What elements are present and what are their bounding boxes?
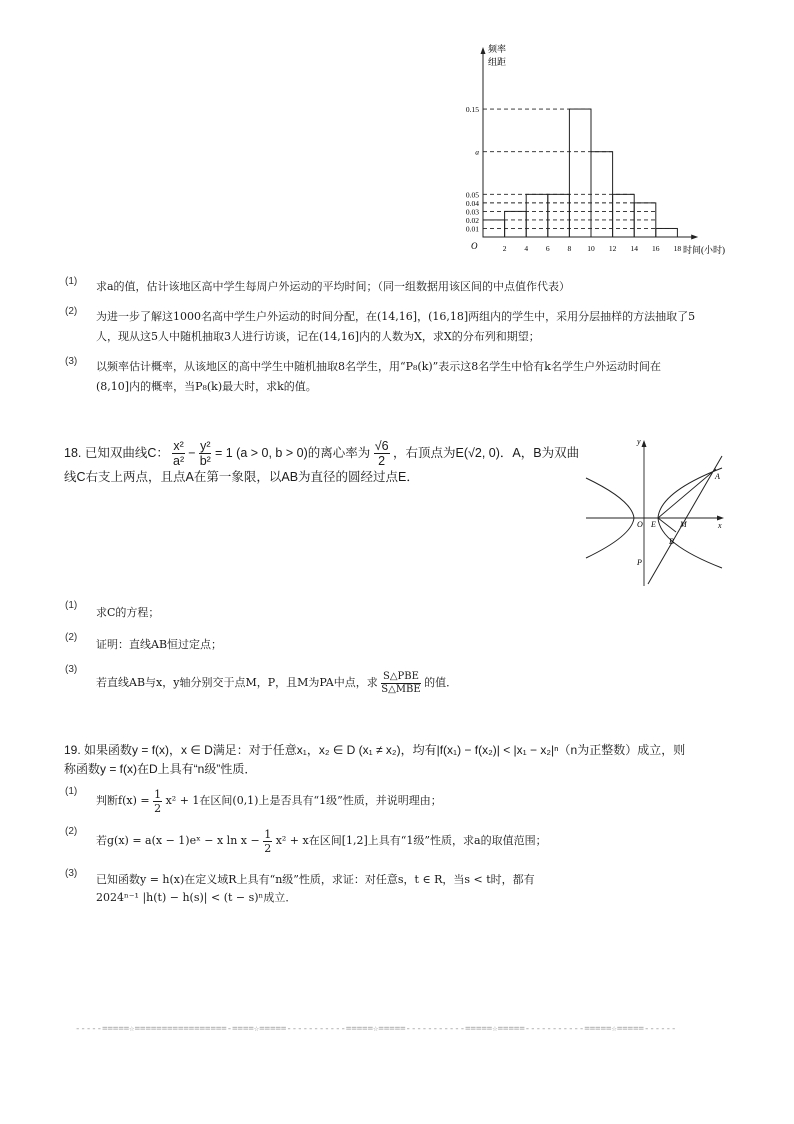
x-tick-label: 10 <box>587 244 595 253</box>
histogram-chart <box>455 38 735 263</box>
q19-part-2-text-a: 若g(x) = a(x − 1)eˣ − x ln x − <box>96 834 264 847</box>
minus-sign: − <box>188 446 200 460</box>
part-number: (1) <box>65 600 78 611</box>
x-tick-label: 8 <box>567 244 572 253</box>
fraction-half <box>153 789 162 814</box>
q17-part-1-text: 求a的值，估计该地区高中学生每周户外运动的平均时间；（同一组数据用该区间的中点值作代表） <box>96 280 571 293</box>
part-number: (3) <box>65 356 78 367</box>
x-tick-label: 4 <box>524 244 529 253</box>
y-axis-label-bottom: 组距 <box>488 57 507 67</box>
y-tick-label: 0.04 <box>465 198 479 208</box>
q19-part-1-text <box>96 784 442 818</box>
x-axis-label: 时间(小时) <box>683 245 725 255</box>
frac-bottom: 2 <box>154 801 162 815</box>
fraction-half <box>263 829 272 854</box>
y-tick-label: 0.02 <box>465 215 479 225</box>
x-tick-label: 2 <box>502 244 507 253</box>
histogram-bar <box>505 211 527 237</box>
fraction-x2-a2 <box>172 440 184 468</box>
y-tick-label: 0.15 <box>465 105 479 115</box>
histogram-bar <box>569 109 591 237</box>
q17-part-2-line2: 人，现从这5人中随机抽取3人进行访谈，记在(14,16]内的人数为X，求X的分布列和期望； <box>96 330 540 343</box>
y-axis-arrow <box>481 47 486 54</box>
part-number: (3) <box>65 664 78 675</box>
histogram-bar <box>526 194 548 237</box>
q18-stem-c: ，右顶点为E(√2, 0)．A，B为双曲 <box>393 446 580 460</box>
q18-part-3-text-b: 的值． <box>424 676 458 689</box>
part-number: (1) <box>65 276 78 287</box>
frac-top: y² <box>200 438 211 453</box>
q19-stem-line2: 称函数y = f(x)在D上具有“n级”性质． <box>64 762 257 776</box>
x-tick-label: 16 <box>652 244 660 253</box>
q19-part-1-text-b: x² + 1在区间(0,1)上是否具有“1级”性质，并说明理由； <box>165 794 442 807</box>
q19-part-2-text-b: x² + x在区间[1,2]上具有“1级”性质，求a的取值范围； <box>275 834 547 847</box>
q18-stem-b: = 1 (a > 0, b > 0)的离心率为 <box>214 446 371 460</box>
label-p: P <box>637 558 642 567</box>
frac-bottom: b² <box>199 454 211 469</box>
label-m: M <box>680 520 687 529</box>
label-a: A <box>715 472 720 481</box>
q18-stem-line1 <box>64 436 579 470</box>
y-tick-label: 0.01 <box>465 224 479 234</box>
q18-part-2-text: 证明：直线AB恒过定点； <box>96 638 223 651</box>
part-number: (2) <box>65 826 78 837</box>
histogram-bar <box>548 194 570 237</box>
frac-top: x² <box>173 438 184 453</box>
part-number: (2) <box>65 306 78 317</box>
page-footer-divider: -----=====☆=================-====☆=====-----------=====☆=====-----------=====☆=====-----------=====☆=====------ <box>75 1024 677 1034</box>
label-b: B <box>669 537 674 546</box>
frac-top: √6 <box>374 438 389 453</box>
q18-stem-line2: 线C右支上两点，且点A在第一象限，以AB为直径的圆经过点E． <box>64 470 419 484</box>
q19-part-1-text-a: 判断f(x) = <box>96 794 154 807</box>
x-tick-label: 14 <box>630 244 638 253</box>
fraction-y2-b2 <box>199 440 211 468</box>
part-number: (3) <box>65 868 78 879</box>
part-number: (2) <box>65 632 78 643</box>
label-y: y <box>637 437 641 446</box>
q17-part-2-line1: 为进一步了解这1000名高中学生户外运动的时间分配，在(14,16]，(16,18]两组内的学生中，采用分层抽样的方法抽取了5 <box>96 310 696 323</box>
q19-stem-line1: 19. 如果函数y = f(x)，x ∈ D满足：对于任意x₁，x₂ ∈ D (x₁ ≠ x₂)，均有|f(x₁) − f(x₂)| < |x₁ − x₂|ⁿ（n为正整数）成立，则 <box>64 743 686 757</box>
y-tick-label: 0.03 <box>465 207 479 217</box>
q18-part-3-text-a: 若直线AB与x，y轴分别交于点M，P，且M为PA中点，求 <box>96 676 378 689</box>
frac-bottom: 2 <box>378 454 386 469</box>
hyperbola-figure <box>582 432 732 588</box>
x-tick-label: 6 <box>545 244 550 253</box>
frac-top: 1 <box>264 827 272 841</box>
x-axis-arrow <box>691 235 698 240</box>
q17-part-3-line1: 以频率估计概率，从该地区的高中学生中随机抽取8名学生，用“P₈(k)”表示这8名学生中恰有k名学生户外运动时间在 <box>96 360 661 373</box>
q18-stem-a: 18. 已知双曲线C： <box>64 446 169 460</box>
label-x: x <box>718 521 722 530</box>
frac-top: 1 <box>154 787 162 801</box>
q19-part-2-text <box>96 824 547 858</box>
histogram-bar <box>613 194 635 237</box>
x-tick-label: 12 <box>608 244 617 253</box>
q18-part-3-text <box>96 664 457 702</box>
origin-label: O <box>471 241 478 251</box>
frac-top: S△PBE <box>382 670 419 682</box>
label-e: E <box>651 520 656 529</box>
q17-part-3-line2: (8,10]内的概率，当P₈(k)最大时，求k的值。 <box>96 380 317 393</box>
x-axis-arrow <box>717 516 724 521</box>
x-tick-label: 18 <box>673 244 682 253</box>
area-ratio-fraction <box>381 672 420 695</box>
part-number: (1) <box>65 786 78 797</box>
frac-bottom: 2 <box>264 841 272 855</box>
q18-part-1-text: 求C的方程； <box>96 606 160 619</box>
y-axis-arrow <box>642 440 647 447</box>
q19-part-3-line1: 已知函数y = h(x)在定义域R上具有“n级”性质，求证：对任意s，t ∈ R，当s < t时，都有 <box>96 873 535 886</box>
y-tick-label: a <box>475 147 479 157</box>
y-axis-label-top: 频率 <box>488 44 507 54</box>
y-tick-label: 0.05 <box>465 190 479 200</box>
q19-part-3-line2: 2024ⁿ⁻¹ |h(t) − h(s)| < (t − s)ⁿ成立． <box>96 891 297 904</box>
segment-eb <box>658 518 676 532</box>
label-o: O <box>637 520 643 529</box>
frac-bottom: a² <box>173 454 185 469</box>
histogram-bar <box>656 228 678 237</box>
frac-bottom: S△MBE <box>381 683 421 695</box>
fraction-sqrt6-2 <box>374 440 390 468</box>
segment-ea <box>658 469 716 518</box>
